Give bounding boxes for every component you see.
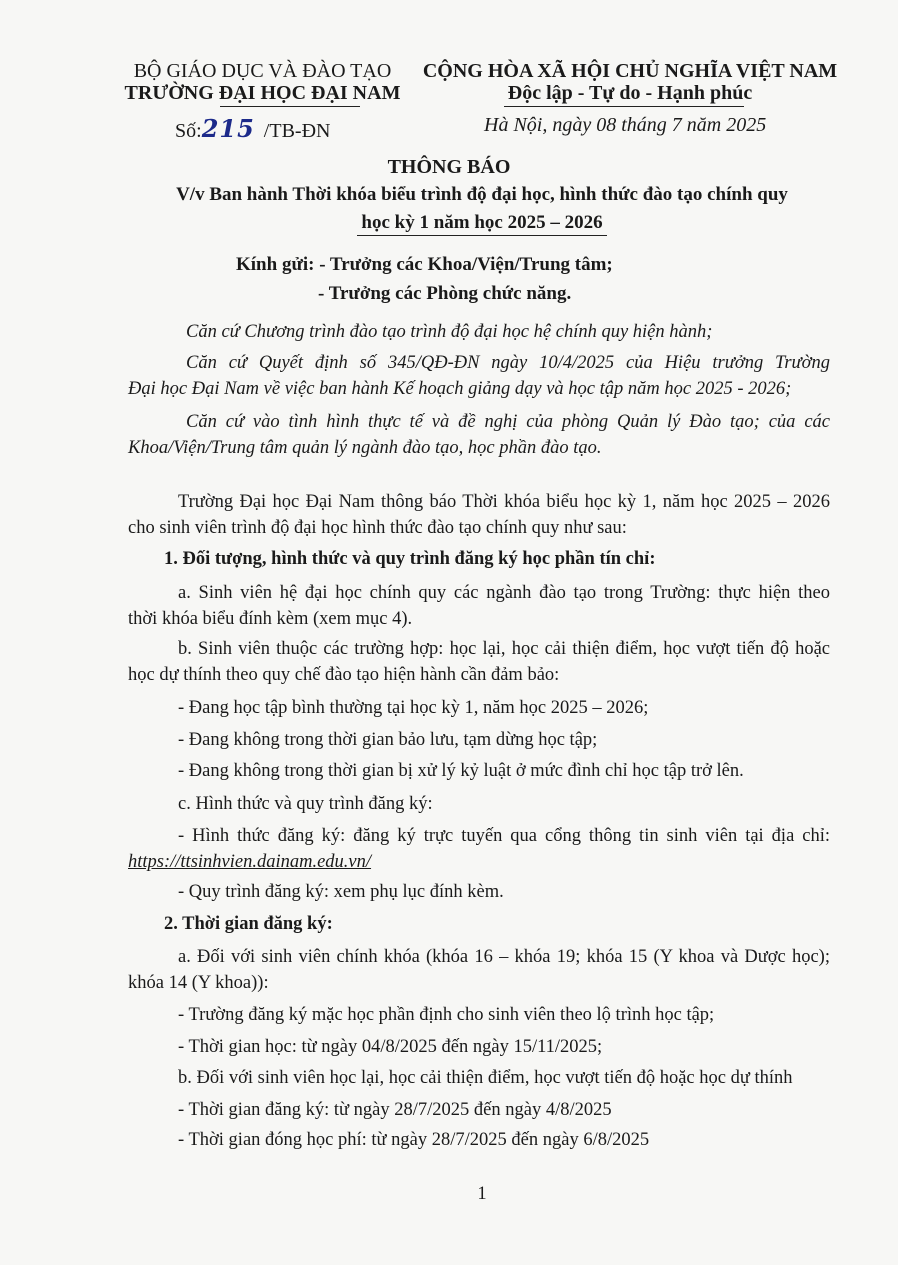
section2-b-line: b. Đối với sinh viên học lại, học cải thiện điểm, học vượt tiến độ hoặc học dự thính	[178, 1068, 793, 1088]
section1-b-line2: học dự thính theo quy chế đào tạo hiện hành cần đảm bảo:	[128, 665, 560, 685]
section1-c-item1: - Hình thức đăng ký: đăng ký trực tuyến qua cổng thông tin sinh viên tại địa chỉ:	[178, 826, 830, 846]
notice-heading: THÔNG BÁO	[387, 156, 511, 178]
basis-2-line2: Đại học Đại Nam về việc ban hành Kế hoạch giảng dạy và học tập năm học 2025 - 2026;	[128, 379, 792, 399]
section1-b-item2: - Đang không trong thời gian bảo lưu, tạm dừng học tập;	[178, 730, 598, 750]
subject-underline	[357, 235, 607, 236]
country-name: CỘNG HÒA XÃ HỘI CHỦ NGHĨA VIỆT NAM	[422, 60, 838, 82]
document-number: Số:215 /TB-ĐN	[175, 114, 331, 143]
section1-heading: 1. Đối tượng, hình thức và quy trình đăng ký học phần tín chỉ:	[164, 549, 656, 569]
section1-c-item2: - Quy trình đăng ký: xem phụ lục đính kèm.	[178, 882, 504, 902]
place-date: Hà Nội, ngày 08 tháng 7 năm 2025	[484, 114, 767, 136]
basis-2-line1: Căn cứ Quyết định số 345/QĐ-ĐN ngày 10/4/2025 của Hiệu trưởng Trường	[186, 353, 830, 373]
section1-c-line: c. Hình thức và quy trình đăng ký:	[178, 794, 433, 814]
ministry-name: BỘ GIÁO DỤC VÀ ĐÀO TẠO	[133, 60, 392, 82]
section2-a-line2: khóa 14 (Y khoa)):	[128, 973, 269, 993]
national-motto: Độc lập - Tự do - Hạnh phúc	[507, 82, 753, 104]
registration-link[interactable]: https://ttsinhvien.dainam.edu.vn/	[128, 852, 372, 872]
handwritten-number: 215	[201, 114, 255, 143]
section2-heading: 2. Thời gian đăng ký:	[164, 914, 333, 934]
basis-3-line1: Căn cứ vào tình hình thực tế và đề nghị của phòng Quản lý Đào tạo; của các	[186, 412, 830, 432]
university-name: TRƯỜNG ĐẠI HỌC ĐẠI NAM	[124, 82, 401, 104]
university-underline	[220, 106, 360, 107]
recipients-line1: Kính gửi: - Trưởng các Khoa/Viện/Trung tâm;	[236, 254, 613, 275]
section1-b-line1: b. Sinh viên thuộc các trường hợp: học lại, học cải thiện điểm, học vượt tiến độ hoặc	[178, 639, 830, 659]
notice-subject-line1: V/v Ban hành Thời khóa biểu trình độ đại học, hình thức đào tạo chính quy	[176, 184, 788, 205]
intro-line1: Trường Đại học Đại Nam thông báo Thời khóa biểu học kỳ 1, năm học 2025 – 2026	[178, 492, 830, 512]
section1-a-line1: a. Sinh viên hệ đại học chính quy các ngành đào tạo trong Trường: thực hiện theo	[178, 583, 830, 603]
motto-underline	[504, 106, 744, 107]
section2-b-item1: - Thời gian đăng ký: từ ngày 28/7/2025 đến ngày 4/8/2025	[178, 1100, 612, 1120]
section1-b-item1: - Đang học tập bình thường tại học kỳ 1, năm học 2025 – 2026;	[178, 698, 649, 718]
basis-3-line2: Khoa/Viện/Trung tâm quản lý ngành đào tạo, học phần đào tạo.	[128, 438, 602, 458]
notice-subject-line2: học kỳ 1 năm học 2025 – 2026	[361, 212, 603, 233]
section2-a-item2: - Thời gian học: từ ngày 04/8/2025 đến ngày 15/11/2025;	[178, 1037, 603, 1057]
section1-b-item3: - Đang không trong thời gian bị xử lý kỷ luật ở mức đình chỉ học tập trở lên.	[178, 761, 744, 781]
section2-b-item2: - Thời gian đóng học phí: từ ngày 28/7/2025 đến ngày 6/8/2025	[178, 1130, 650, 1150]
basis-1: Căn cứ Chương trình đào tạo trình độ đại học hệ chính quy hiện hành;	[186, 322, 713, 342]
recipients-line2: - Trưởng các Phòng chức năng.	[318, 283, 572, 304]
page-number: 1	[477, 1184, 487, 1204]
section1-a-line2: thời khóa biểu đính kèm (xem mục 4).	[128, 609, 413, 629]
section2-a-item1: - Trường đăng ký mặc học phần định cho sinh viên theo lộ trình học tập;	[178, 1005, 715, 1025]
section2-a-line1: a. Đối với sinh viên chính khóa (khóa 16 – khóa 19; khóa 15 (Y khoa và Dược học);	[178, 947, 830, 967]
intro-line2: cho sinh viên trình độ đại học hình thức đào tạo chính quy như sau:	[128, 518, 627, 538]
recipients-label: Kính gửi:	[236, 254, 315, 275]
